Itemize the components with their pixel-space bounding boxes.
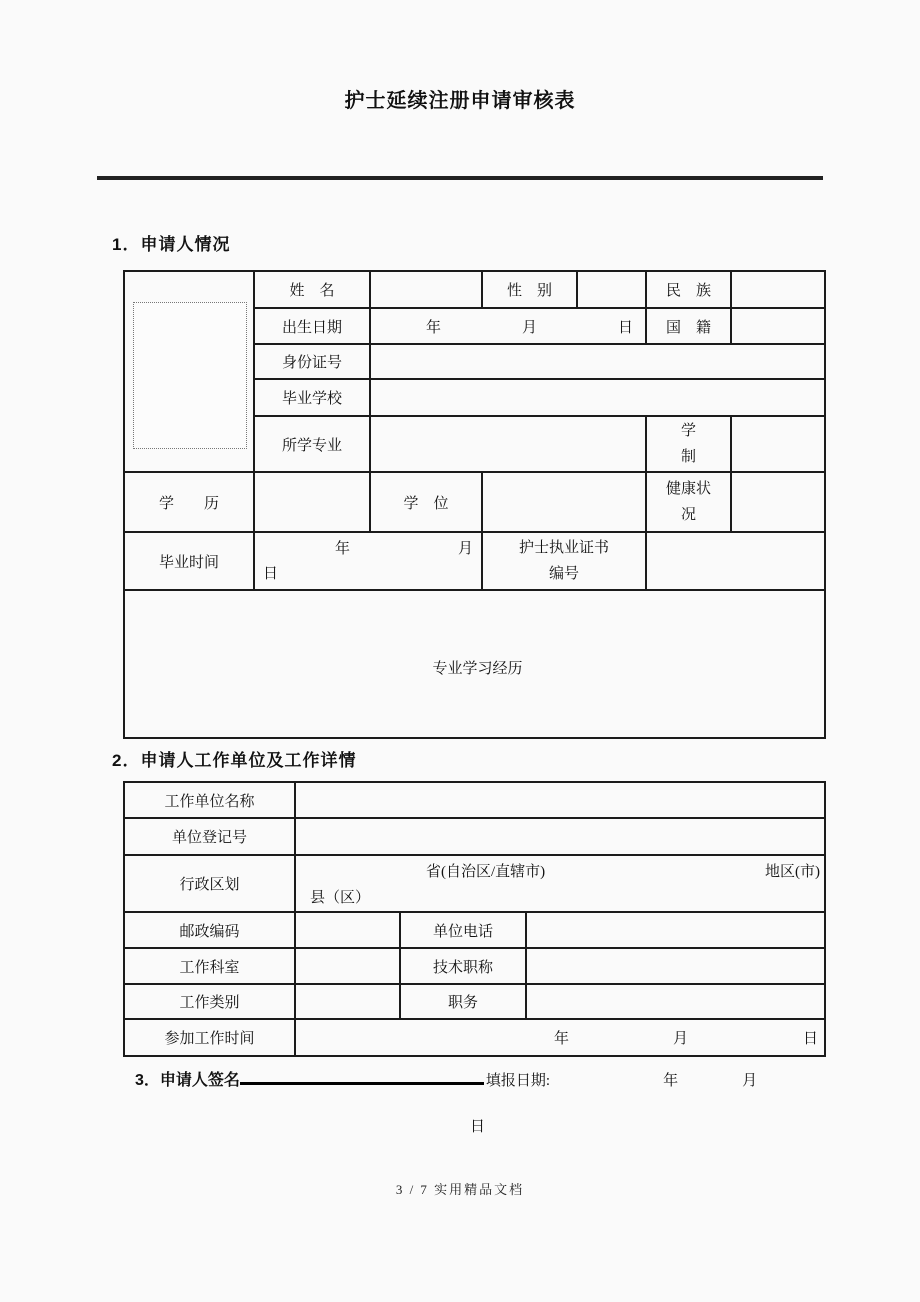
- region-city-label: 地区(市): [765, 863, 820, 880]
- postcode-value-cell[interactable]: [295, 912, 400, 948]
- ethnic-value-cell[interactable]: [731, 271, 825, 308]
- region-county-label: 县（区）: [310, 889, 371, 906]
- fill-date-year-label: 年: [663, 1073, 679, 1089]
- major-label: 所学专业: [254, 416, 370, 472]
- fill-date-label: 填报日期:: [485, 1073, 551, 1089]
- job-type-value-cell[interactable]: [295, 984, 400, 1019]
- dept-value-cell[interactable]: [295, 948, 400, 984]
- grad-day-label: 日: [263, 566, 279, 582]
- work-start-label: 参加工作时间: [124, 1019, 295, 1056]
- degree-label: 学 位: [370, 472, 482, 532]
- degree-value-cell[interactable]: [482, 472, 646, 532]
- work-unit-table: [123, 781, 826, 1057]
- tech-title-label: 技术职称: [400, 948, 526, 984]
- ethnic-label: 民 族: [646, 271, 731, 308]
- nationality-label: 国 籍: [646, 308, 731, 344]
- tech-title-value-cell[interactable]: [526, 948, 825, 984]
- employer-value-cell[interactable]: [295, 782, 825, 818]
- cert-no-value-cell[interactable]: [646, 532, 825, 590]
- sex-value-cell[interactable]: [577, 271, 646, 308]
- grad-year-label: 年: [335, 541, 351, 557]
- region-value-cell[interactable]: [295, 855, 825, 912]
- job-type-label: 工作类别: [124, 984, 295, 1019]
- health-label: 健康状况: [646, 472, 731, 532]
- position-label: 职务: [400, 984, 526, 1019]
- reg-no-label: 单位登记号: [124, 818, 295, 855]
- duration-value-cell[interactable]: [731, 416, 825, 472]
- grad-time-value-cell[interactable]: [254, 532, 482, 590]
- section2-heading: 2．申请人工作单位及工作详情: [112, 751, 357, 770]
- birth-year-label: 年: [426, 319, 442, 336]
- employer-label: 工作单位名称: [124, 782, 295, 818]
- birth-month-label: 月: [521, 319, 537, 336]
- major-value-cell[interactable]: [370, 416, 646, 472]
- health-value-cell[interactable]: [731, 472, 825, 532]
- section3-sign-label: 3．申请人签名: [135, 1072, 240, 1089]
- region-label: 行政区划: [124, 855, 295, 912]
- fill-date-day-label: 日: [470, 1119, 486, 1135]
- school-label: 毕业学校: [254, 379, 370, 416]
- school-value-cell[interactable]: [370, 379, 825, 416]
- study-history-cell[interactable]: [124, 590, 825, 738]
- name-value-cell[interactable]: [370, 271, 482, 308]
- section1-heading: 1．申请人情况: [112, 235, 231, 254]
- phone-label: 单位电话: [400, 912, 526, 948]
- study-history-label: 专业学习经历: [432, 660, 523, 677]
- birth-value-cell[interactable]: [370, 308, 646, 344]
- work-start-month-label: 月: [672, 1031, 688, 1047]
- signature-row: [135, 1069, 920, 1093]
- signature-line[interactable]: [240, 1071, 484, 1085]
- position-value-cell[interactable]: [526, 984, 825, 1019]
- birth-label: 出生日期: [254, 308, 370, 344]
- dept-label: 工作科室: [124, 948, 295, 984]
- nationality-value-cell[interactable]: [731, 308, 825, 344]
- name-label: 姓 名: [254, 271, 370, 308]
- id-number-label: 身份证号: [254, 344, 370, 379]
- cert-no-label: 护士执业证书编号: [482, 532, 646, 590]
- education-value-cell[interactable]: [254, 472, 370, 532]
- sex-label: 性 别: [482, 271, 577, 308]
- region-province-label: 省(自治区/直辖市): [426, 863, 546, 880]
- applicant-info-table: [123, 270, 826, 739]
- photo-cell: [124, 271, 254, 472]
- page-title: 护士延续注册申请审核表: [344, 90, 576, 112]
- fill-date-month-label: 月: [742, 1073, 758, 1089]
- education-label: 学 历: [124, 472, 254, 532]
- fill-date-day-row: [0, 1117, 920, 1138]
- work-start-value-cell[interactable]: [295, 1019, 825, 1056]
- work-start-day-label: 日: [802, 1031, 818, 1047]
- page-footer: 3 / 7 实用精品文档: [395, 1182, 525, 1197]
- work-start-year-label: 年: [553, 1031, 569, 1047]
- duration-label: 学制: [646, 416, 731, 472]
- photo-placeholder[interactable]: [133, 302, 247, 449]
- header-divider: [97, 176, 823, 180]
- grad-time-label: 毕业时间: [124, 532, 254, 590]
- birth-day-label: 日: [617, 319, 633, 336]
- phone-value-cell[interactable]: [526, 912, 825, 948]
- reg-no-value-cell[interactable]: [295, 818, 825, 855]
- postcode-label: 邮政编码: [124, 912, 295, 948]
- grad-month-label: 月: [457, 541, 473, 557]
- id-number-value-cell[interactable]: [370, 344, 825, 379]
